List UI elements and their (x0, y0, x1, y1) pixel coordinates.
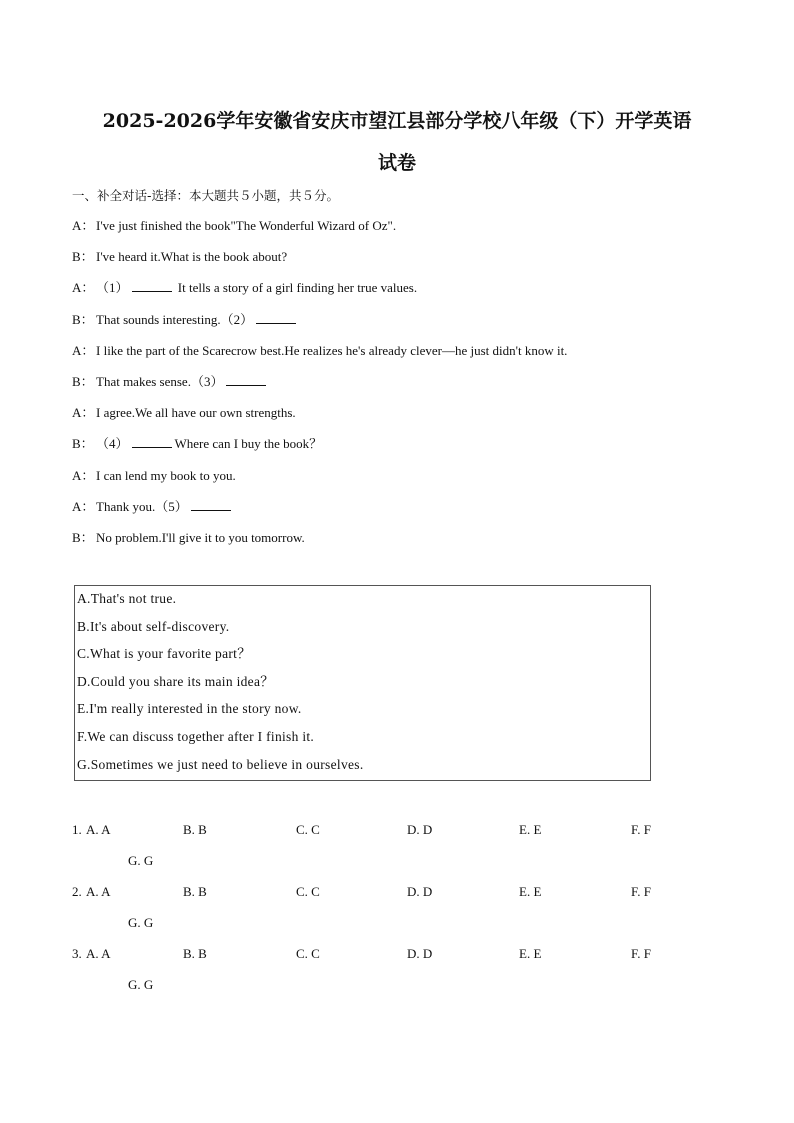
choice-option[interactable]: A. A (86, 822, 111, 837)
option-item: G.Sometimes we just need to believe in ourselves. (77, 756, 364, 772)
question-row (72, 882, 712, 913)
choice-option[interactable]: E. E (519, 822, 542, 837)
exam-title-line1: 2025-2026学年安徽省安庆市望江县部分学校八年级（下）开学英语 (102, 110, 692, 132)
dialogue-text: I like the part of the Scarecrow best.He realizes he's already clever—he just didn't know it. (96, 342, 568, 358)
choice-option[interactable]: D. D (407, 822, 433, 837)
choice-option[interactable]: A. A (86, 946, 111, 961)
answer-blank[interactable] (226, 372, 266, 386)
dialogue-text: That sounds interesting.（2） (96, 311, 254, 327)
speaker-label: A： (72, 218, 95, 233)
choice-option[interactable]: F. F (631, 822, 651, 837)
speaker-label: B： (72, 436, 94, 452)
answer-blank[interactable] (132, 434, 172, 448)
option-item: D.Could you share its main idea？ (77, 673, 275, 689)
dialogue (72, 216, 732, 559)
speaker-label: A： (72, 342, 95, 358)
dialogue-text: That makes sense.（3） (96, 373, 224, 389)
choice-option[interactable]: C. C (296, 822, 320, 837)
question-row (72, 820, 712, 851)
speaker-label: B： (72, 373, 94, 389)
choice-option[interactable]: B. B (183, 822, 207, 837)
speaker-label: B： (72, 311, 94, 327)
dialogue-text: I can lend my book to you. (96, 467, 236, 483)
option-item: C.What is your favorite part？ (77, 646, 252, 662)
option-item: E.I'm really interested in the story now. (77, 701, 302, 717)
dialogue-text: （1） (96, 280, 129, 296)
dialogue-text: I've just finished the book"The Wonderful Wizard of Oz". (96, 218, 397, 233)
choice-option[interactable]: G. G (128, 915, 154, 930)
dialogue-text: No problem.I'll give it to you tomorrow. (96, 529, 305, 545)
dialogue-line (72, 497, 732, 528)
question-row (72, 944, 712, 975)
choice-option[interactable]: F. F (631, 884, 651, 899)
option-item: F.We can discuss together after I finish it. (77, 728, 315, 744)
choice-option[interactable]: D. D (407, 884, 433, 899)
answer-blank[interactable] (191, 497, 231, 511)
answer-blank[interactable] (256, 310, 296, 324)
options-box (74, 585, 651, 781)
speaker-label: A： (72, 498, 95, 514)
dialogue-line (72, 216, 732, 247)
dialogue-line (72, 372, 732, 403)
speaker-label: A： (72, 405, 95, 421)
option-item: B.It's about self-discovery. (77, 618, 230, 634)
choice-option[interactable]: C. C (296, 946, 320, 961)
choice-option[interactable]: E. E (519, 946, 542, 961)
question-row-continued (72, 975, 712, 1006)
question-number: 2. (72, 884, 82, 899)
speaker-label: A： (72, 280, 95, 296)
answer-blank[interactable] (132, 278, 172, 292)
choice-option[interactable]: F. F (631, 946, 651, 961)
question-row-continued (72, 913, 712, 944)
question-row-continued (72, 851, 712, 882)
dialogue-text-after: It tells a story of a girl finding her true values. (174, 280, 418, 296)
speaker-label: B： (72, 249, 94, 265)
dialogue-text: I've heard it.What is the book about? (96, 249, 288, 265)
choice-option[interactable]: C. C (296, 884, 320, 899)
dialogue-line (72, 466, 732, 497)
choice-option[interactable]: E. E (519, 884, 542, 899)
choice-option[interactable]: G. G (128, 977, 154, 992)
dialogue-text: I agree.We all have our own strengths. (96, 405, 296, 421)
dialogue-line (72, 310, 732, 341)
option-item: A.That's not true. (77, 591, 177, 606)
choice-option[interactable]: D. D (407, 946, 433, 961)
question-number: 3. (72, 946, 82, 961)
question-choices (72, 820, 712, 1006)
dialogue-line (72, 528, 732, 559)
choice-option[interactable]: B. B (183, 946, 207, 961)
choice-option[interactable]: B. B (183, 884, 207, 899)
exam-title-line2: 试卷 (377, 152, 416, 174)
dialogue-line (72, 403, 732, 434)
choice-option[interactable]: G. G (128, 853, 154, 868)
dialogue-line (72, 341, 732, 372)
dialogue-text: （4） (96, 436, 129, 452)
section-heading: 一、补全对话-选择：本大题共５小题，共５分。 (72, 188, 340, 203)
question-number: 1. (72, 822, 82, 837)
exam-title (60, 100, 734, 184)
dialogue-text: Thank you.（5） (96, 498, 188, 514)
dialogue-line (72, 278, 732, 309)
dialogue-line (72, 247, 732, 278)
speaker-label: B： (72, 529, 94, 545)
speaker-label: A： (72, 467, 95, 483)
dialogue-text-after: Where can I buy the book？ (174, 436, 323, 452)
dialogue-line (72, 434, 732, 465)
choice-option[interactable]: A. A (86, 884, 111, 899)
